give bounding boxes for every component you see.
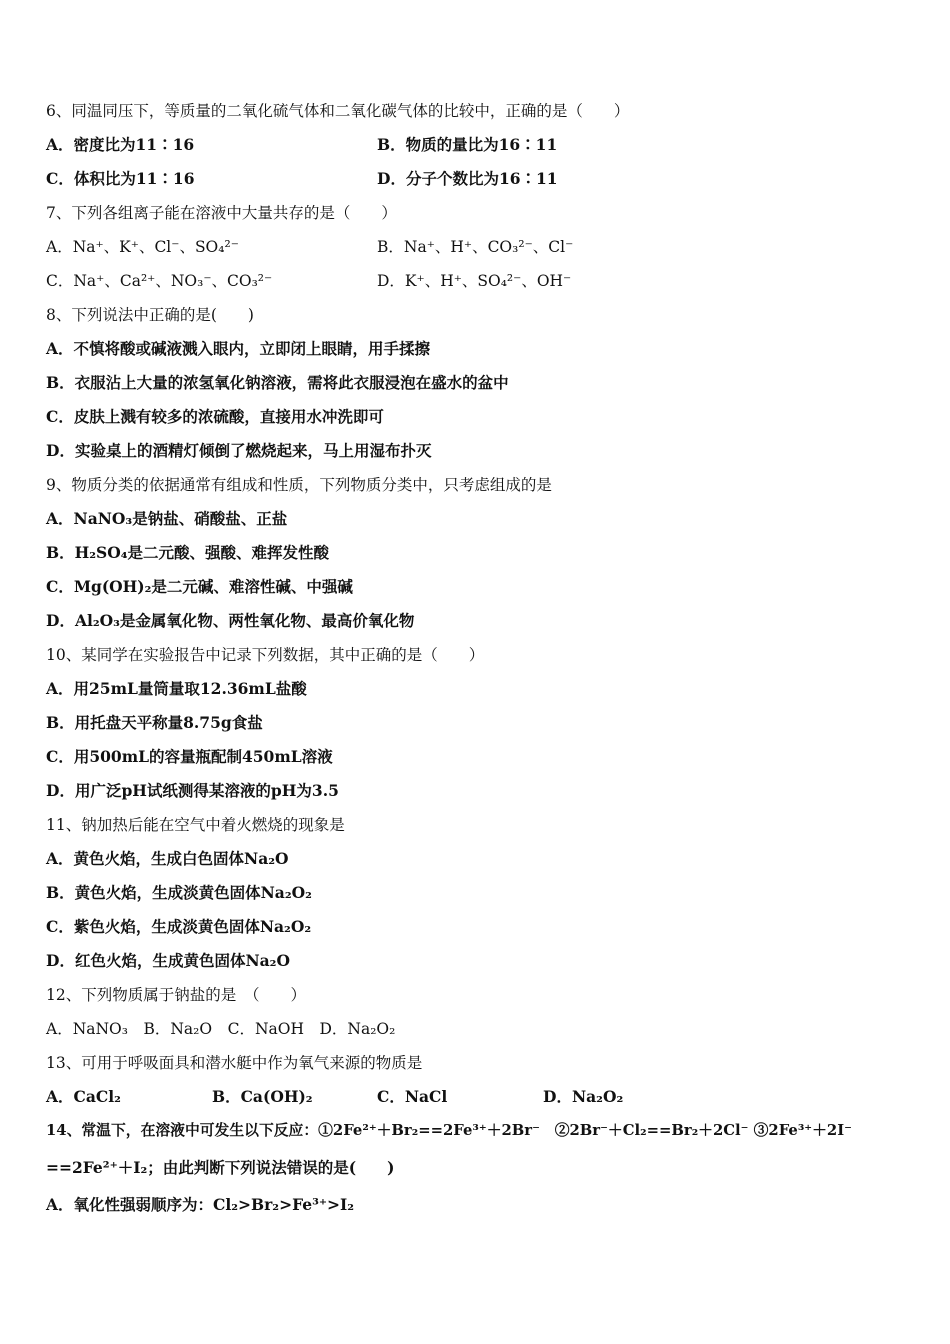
q11-option-a: A．黄色火焰，生成白色固体Na₂O (46, 849, 289, 868)
q9-option-d: D．Al₂O₃是金属氧化物、两性氧化物、最高价氧化物 (46, 611, 415, 630)
q10-option-d: D．用广泛pH试纸测得某溶液的pH为3.5 (46, 781, 339, 800)
q7-stem: 7、下列各组离子能在溶液中大量共存的是（ ） (46, 204, 397, 222)
q6-stem: 6、同温同压下，等质量的二氧化硫气体和二氧化碳气体的比较中，正确的是（ ） (46, 102, 630, 120)
q6-option-row-2 (46, 169, 906, 189)
q6-option-a: A．密度比为11∶16 (46, 135, 195, 154)
q7-option-d: D．K⁺、H⁺、SO₄²⁻、OH⁻ (377, 272, 572, 290)
q8-option-b: B．衣服沾上大量的浓氢氧化钠溶液，需将此衣服浸泡在盛水的盆中 (46, 373, 509, 392)
q10-option-a: A．用25mL量筒量取12.36mL盐酸 (46, 679, 307, 698)
q6-option-c: C．体积比为11∶16 (46, 169, 195, 188)
q12-stem: 12、下列物质属于钠盐的是 （ ） (46, 986, 306, 1004)
q8-option-c: C．皮肤上溅有较多的浓硫酸，直接用水冲洗即可 (46, 407, 384, 426)
q8-option-a: A．不慎将酸或碱液溅入眼内，立即闭上眼睛，用手揉擦 (46, 339, 431, 358)
q6-option-row-1 (46, 135, 906, 155)
q13-option-a: A．CaCl₂ (46, 1087, 121, 1106)
q13-option-row (46, 1087, 906, 1107)
q7-option-row-2 (46, 271, 906, 291)
q12-options: A．NaNO₃ B．Na₂O C．NaOH D．Na₂O₂ (46, 1020, 396, 1038)
q14-option-a: A．氧化性强弱顺序为：Cl₂>Br₂>Fe³⁺>I₂ (46, 1195, 355, 1214)
q6-option-d: D．分子个数比为16∶11 (377, 169, 558, 188)
q11-stem: 11、钠加热后能在空气中着火燃烧的现象是 (46, 816, 345, 834)
q13-stem: 13、可用于呼吸面具和潜水艇中作为氧气来源的物质是 (46, 1054, 423, 1072)
q9-option-a: A．NaNO₃是钠盐、硝酸盐、正盐 (46, 509, 288, 528)
q6-option-b: B．物质的量比为16∶11 (377, 135, 558, 154)
q10-option-b: B．用托盘天平称量8.75g食盐 (46, 713, 263, 732)
q10-stem: 10、某同学在实验报告中记录下列数据，其中正确的是（ ） (46, 646, 485, 664)
q8-stem: 8、下列说法中正确的是( ) (46, 306, 254, 324)
q9-stem: 9、物质分类的依据通常有组成和性质，下列物质分类中，只考虑组成的是 (46, 476, 552, 494)
q14-stem-line-1: 14、常温下，在溶液中可发生以下反应：①2Fe²⁺＋Br₂==2Fe³⁺＋2Br⁻ ②2Br⁻＋Cl₂==Br₂＋2Cl⁻ ③2Fe³⁺＋2I⁻ (46, 1122, 852, 1139)
q11-option-d: D．红色火焰，生成黄色固体Na₂O (46, 951, 290, 970)
q7-option-a: A．Na⁺、K⁺、Cl⁻、SO₄²⁻ (46, 238, 239, 256)
q7-option-c: C．Na⁺、Ca²⁺、NO₃⁻、CO₃²⁻ (46, 272, 273, 290)
q13-option-c: C．NaCl (377, 1087, 448, 1106)
q7-option-b: B．Na⁺、H⁺、CO₃²⁻、Cl⁻ (377, 238, 574, 256)
q7-option-row-1 (46, 237, 906, 257)
q11-option-c: C．紫色火焰，生成淡黄色固体Na₂O₂ (46, 917, 312, 936)
q14-stem-line-2: ==2Fe²⁺＋I₂；由此判断下列说法错误的是( ) (46, 1158, 395, 1177)
q13-option-b: B．Ca(OH)₂ (212, 1087, 313, 1106)
q9-option-c: C．Mg(OH)₂是二元碱、难溶性碱、中强碱 (46, 577, 353, 596)
q10-option-c: C．用500mL的容量瓶配制450mL溶液 (46, 747, 333, 766)
q13-option-d: D．Na₂O₂ (543, 1087, 624, 1106)
q8-option-d: D．实验桌上的酒精灯倾倒了燃烧起来，马上用湿布扑灭 (46, 441, 432, 460)
q11-option-b: B．黄色火焰，生成淡黄色固体Na₂O₂ (46, 883, 312, 902)
q9-option-b: B．H₂SO₄是二元酸、强酸、难挥发性酸 (46, 543, 330, 562)
